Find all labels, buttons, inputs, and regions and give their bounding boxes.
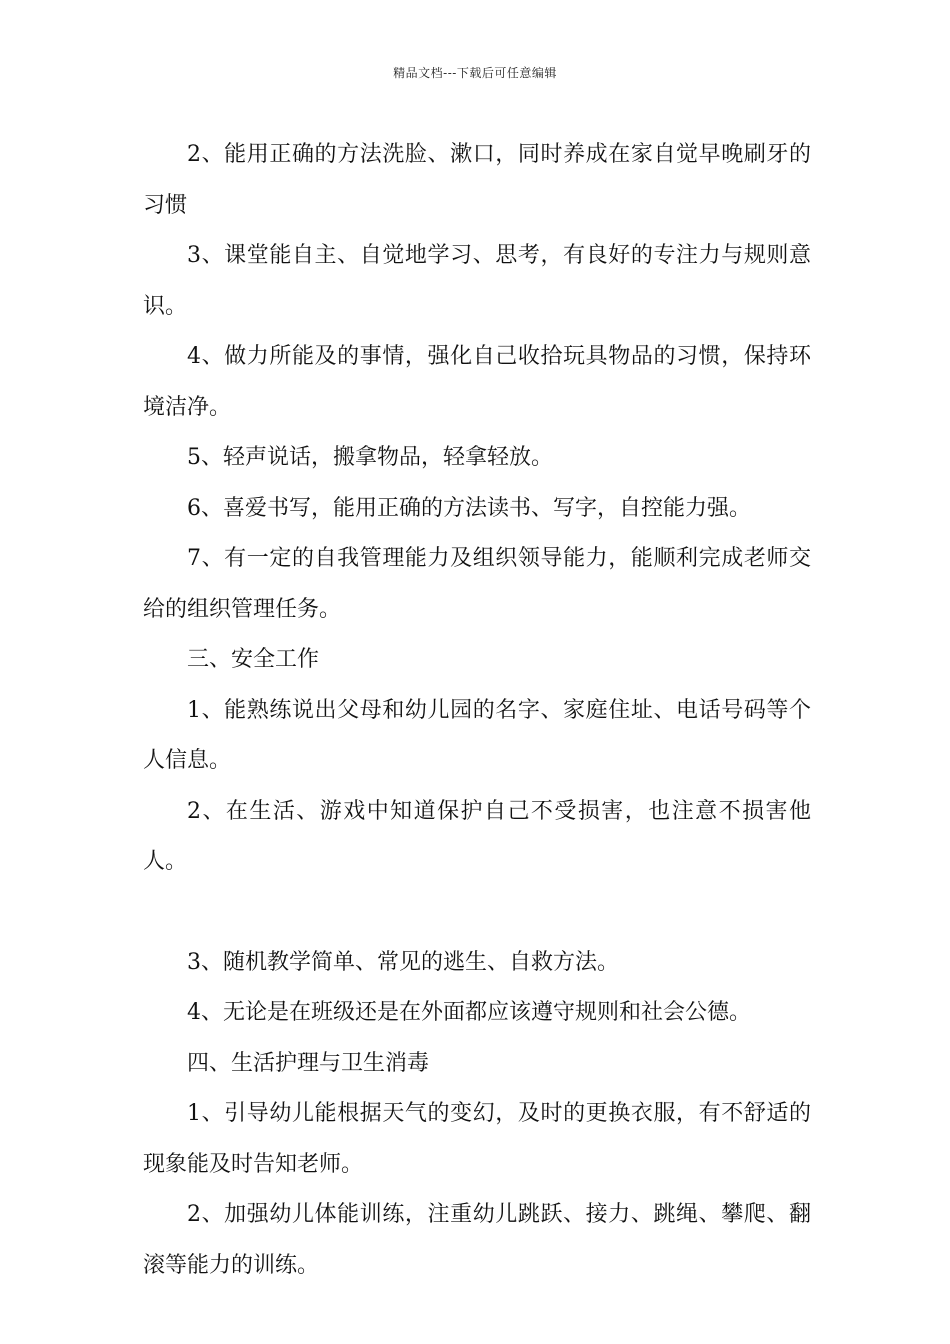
section-heading-safety: 三、安全工作: [187, 647, 320, 672]
paragraph-safety-3-escape: 3、随机教学简单、常见的逃生、自救方法。: [187, 949, 619, 975]
document-body: [143, 130, 811, 1291]
paragraph-item-5-quiet: 5、轻声说话，搬拿物品，轻拿轻放。: [187, 445, 553, 470]
paragraph-care-1-clothing: 1、引导幼儿能根据天气的变幻，及时的更换衣服，有不舒适的现象能及时告知老师。: [143, 1101, 811, 1177]
paragraph-item-7-management: 7、有一定的自我管理能力及组织领导能力，能顺利完成老师交给的组织管理任务。: [143, 546, 811, 622]
spacer: [143, 888, 811, 938]
paragraph-care-2-fitness: 2、加强幼儿体能训练，注重幼儿跳跃、接力、跳绳、攀爬、翻滚等能力的训练。: [143, 1202, 811, 1278]
paragraph-safety-1-info: 1、能熟练说出父母和幼儿园的名字、家庭住址、电话号码等个人信息。: [143, 697, 811, 773]
section-heading-care: 四、生活护理与卫生消毒: [187, 1050, 430, 1076]
page-header: 精品文档---下载后可任意编辑: [393, 66, 557, 80]
paragraph-item-2-habits: 2、能用正确的方法洗脸、漱口，同时养成在家自觉早晚刷牙的习惯: [143, 142, 811, 218]
paragraph-item-3-class: 3、课堂能自主、自觉地学习、思考，有良好的专注力与规则意识。: [143, 243, 811, 319]
paragraph-item-6-writing: 6、喜爱书写，能用正确的方法读书、写字，自控能力强。: [187, 495, 751, 521]
paragraph-safety-4-rules: 4、无论是在班级还是在外面都应该遵守规则和社会公德。: [187, 1000, 751, 1025]
paragraph-safety-2-protect: 2、在生活、游戏中知道保护自己不受损害，也注意不损害他人。: [143, 798, 811, 874]
paragraph-item-4-tidy: 4、做力所能及的事情，强化自己收拾玩具物品的习惯，保持环境洁净。: [143, 344, 811, 420]
